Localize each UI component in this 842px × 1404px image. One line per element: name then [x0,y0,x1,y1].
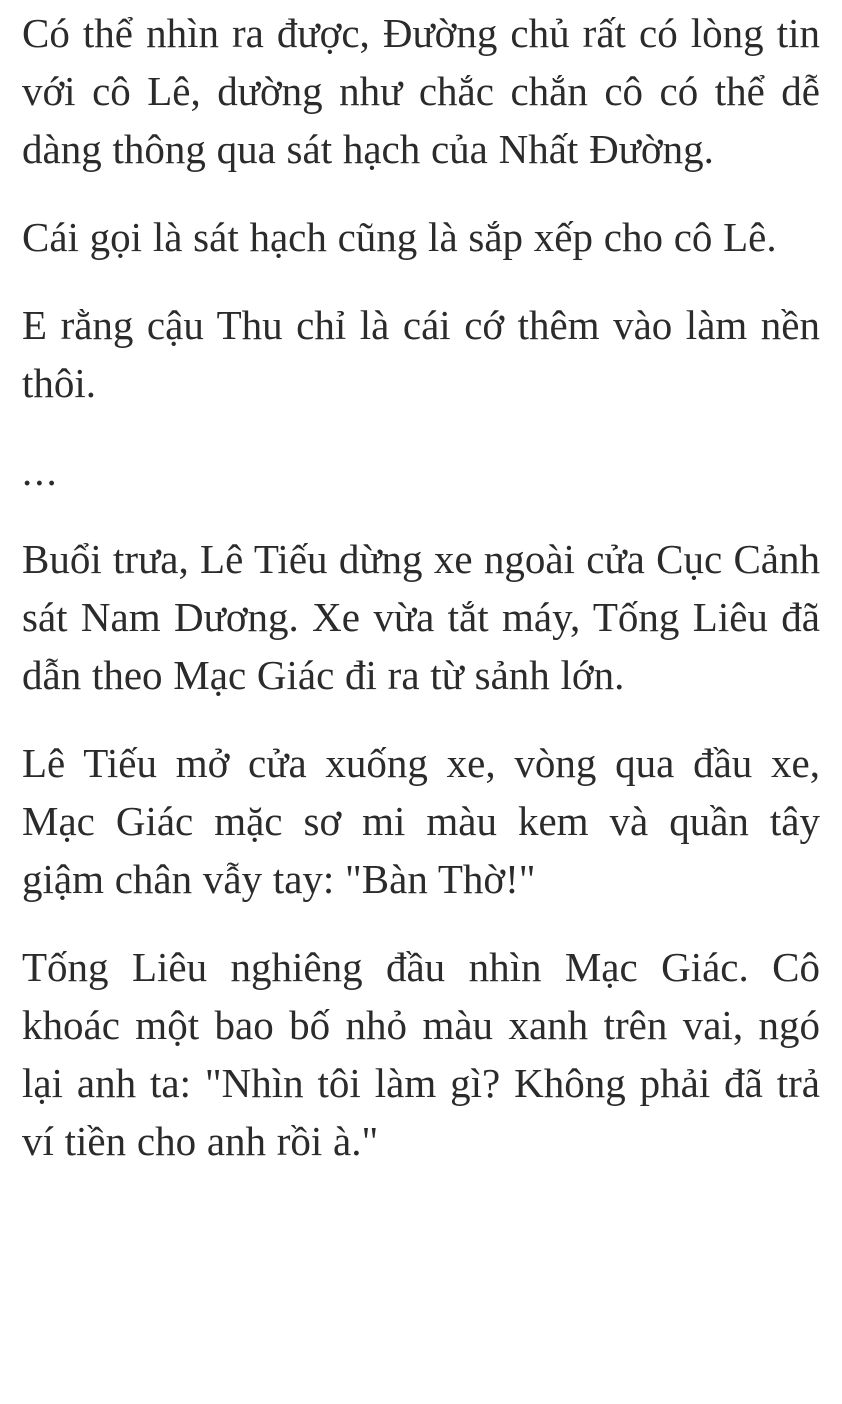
story-paragraph: Buổi trưa, Lê Tiếu dừng xe ngoài cửa Cục Cảnh sát Nam Dương. Xe vừa tắt máy, Tống Liêu đã dẫn theo Mạc Giác đi ra từ sảnh lớn. [22,536,820,698]
story-paragraph: E rằng cậu Thu chỉ là cái cớ thêm vào làm nền thôi. [22,302,820,406]
story-paragraph: Lê Tiếu mở cửa xuống xe, vòng qua đầu xe, Mạc Giác mặc sơ mi màu kem và quần tây giậm chân vẫy tay: "Bàn Thờ!" [22,740,820,902]
story-paragraph: Có thể nhìn ra được, Đường chủ rất có lòng tin với cô Lê, dường như chắc chắn cô có thể dễ dàng thông qua sát hạch của Nhất Đường. [22,10,820,172]
story-paragraph-ellipsis: ... [22,448,59,494]
story-paragraph: Tống Liêu nghiêng đầu nhìn Mạc Giác. Cô khoác một bao bố nhỏ màu xanh trên vai, ngó lại anh ta: "Nhìn tôi làm gì? Không phải đã trả ví tiền cho anh rồi à." [22,944,820,1164]
story-paragraph: Cái gọi là sát hạch cũng là sắp xếp cho cô Lê. [22,214,777,260]
